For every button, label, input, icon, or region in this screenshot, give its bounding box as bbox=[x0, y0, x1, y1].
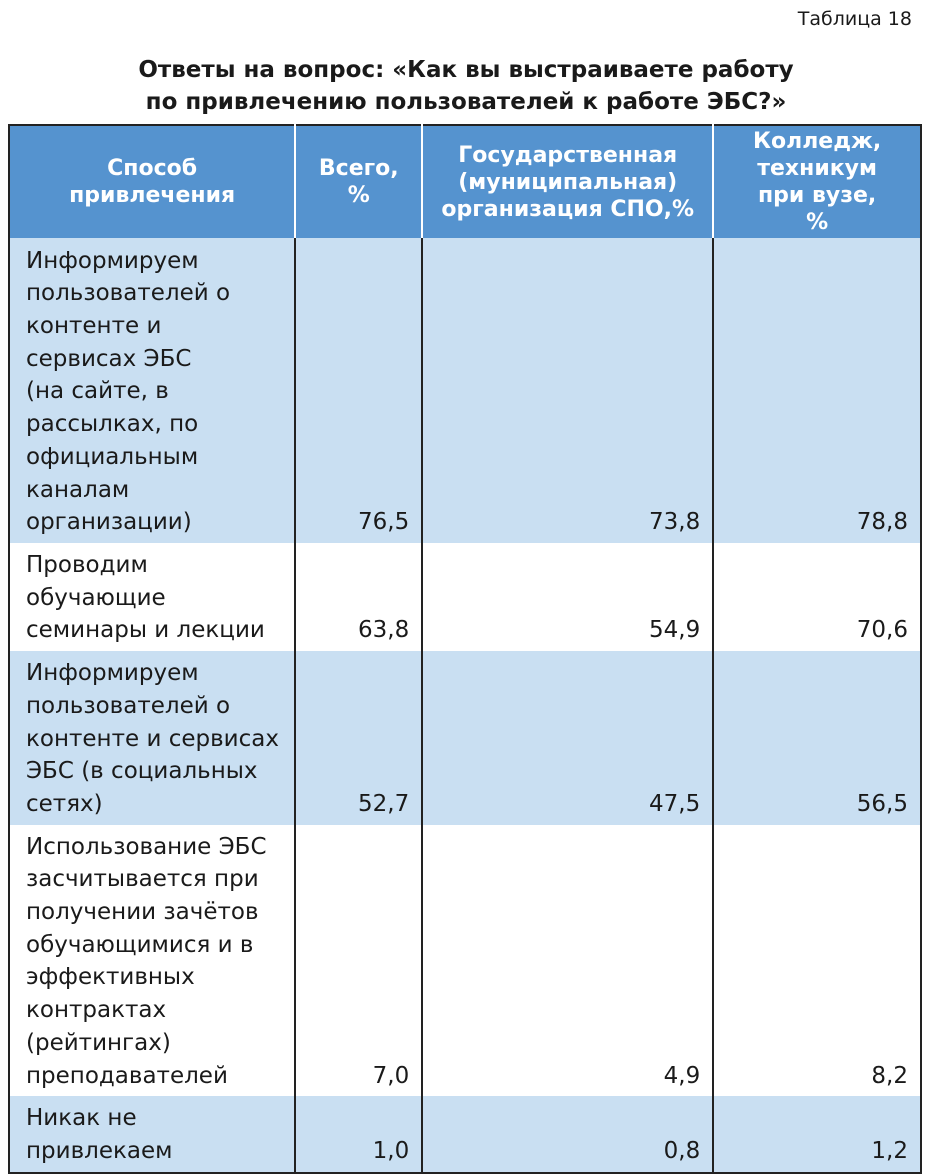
college-cell: 8,2 bbox=[713, 825, 921, 1097]
header-row bbox=[9, 125, 921, 238]
title-line-1: Ответы на вопрос: «Как вы выстраиваете работу bbox=[138, 57, 794, 83]
method-cell: Никак не привлекаем bbox=[9, 1096, 295, 1172]
total-cell: 76,5 bbox=[295, 238, 422, 543]
state-cell: 4,9 bbox=[422, 825, 713, 1097]
method-cell: Использование ЭБС засчитывается при получении зачётов обучающимися и в эффективных контрактах (рейтингах) преподавателей bbox=[9, 825, 295, 1097]
table-row bbox=[9, 651, 921, 825]
college-cell: 1,2 bbox=[713, 1096, 921, 1172]
method-cell: Информируем пользователей о контенте и сервисах ЭБС (в социальных сетях) bbox=[9, 651, 295, 825]
responses-table bbox=[8, 124, 922, 1174]
state-cell: 73,8 bbox=[422, 238, 713, 543]
total-cell: 52,7 bbox=[295, 651, 422, 825]
title-line-2: по привлечению пользователей к работе ЭБС?» bbox=[145, 89, 787, 115]
total-cell: 1,0 bbox=[295, 1096, 422, 1172]
state-cell: 0,8 bbox=[422, 1096, 713, 1172]
method-cell: Проводим обучающие семинары и лекции bbox=[9, 543, 295, 651]
total-cell: 7,0 bbox=[295, 825, 422, 1097]
college-cell: 70,6 bbox=[713, 543, 921, 651]
table-row bbox=[9, 543, 921, 651]
state-cell: 47,5 bbox=[422, 651, 713, 825]
table-row bbox=[9, 1096, 921, 1172]
col-header-state: Государственная (муниципальная) организация СПО,% bbox=[422, 125, 713, 238]
table-title bbox=[0, 54, 932, 118]
college-cell: 78,8 bbox=[713, 238, 921, 543]
total-cell: 63,8 bbox=[295, 543, 422, 651]
table-row bbox=[9, 825, 921, 1097]
college-cell: 56,5 bbox=[713, 651, 921, 825]
table-number-label: Таблица 18 bbox=[797, 8, 912, 30]
state-cell: 54,9 bbox=[422, 543, 713, 651]
method-cell: Информируем пользователей о контенте и сервисах ЭБС (на сайте, в рассылках, по официальным каналам организации) bbox=[9, 238, 295, 543]
col-header-method: Способ привлечения bbox=[9, 125, 295, 238]
col-header-college: Колледж, техникум при вузе, % bbox=[713, 125, 921, 238]
col-header-total: Всего, % bbox=[295, 125, 422, 238]
table-row bbox=[9, 238, 921, 543]
